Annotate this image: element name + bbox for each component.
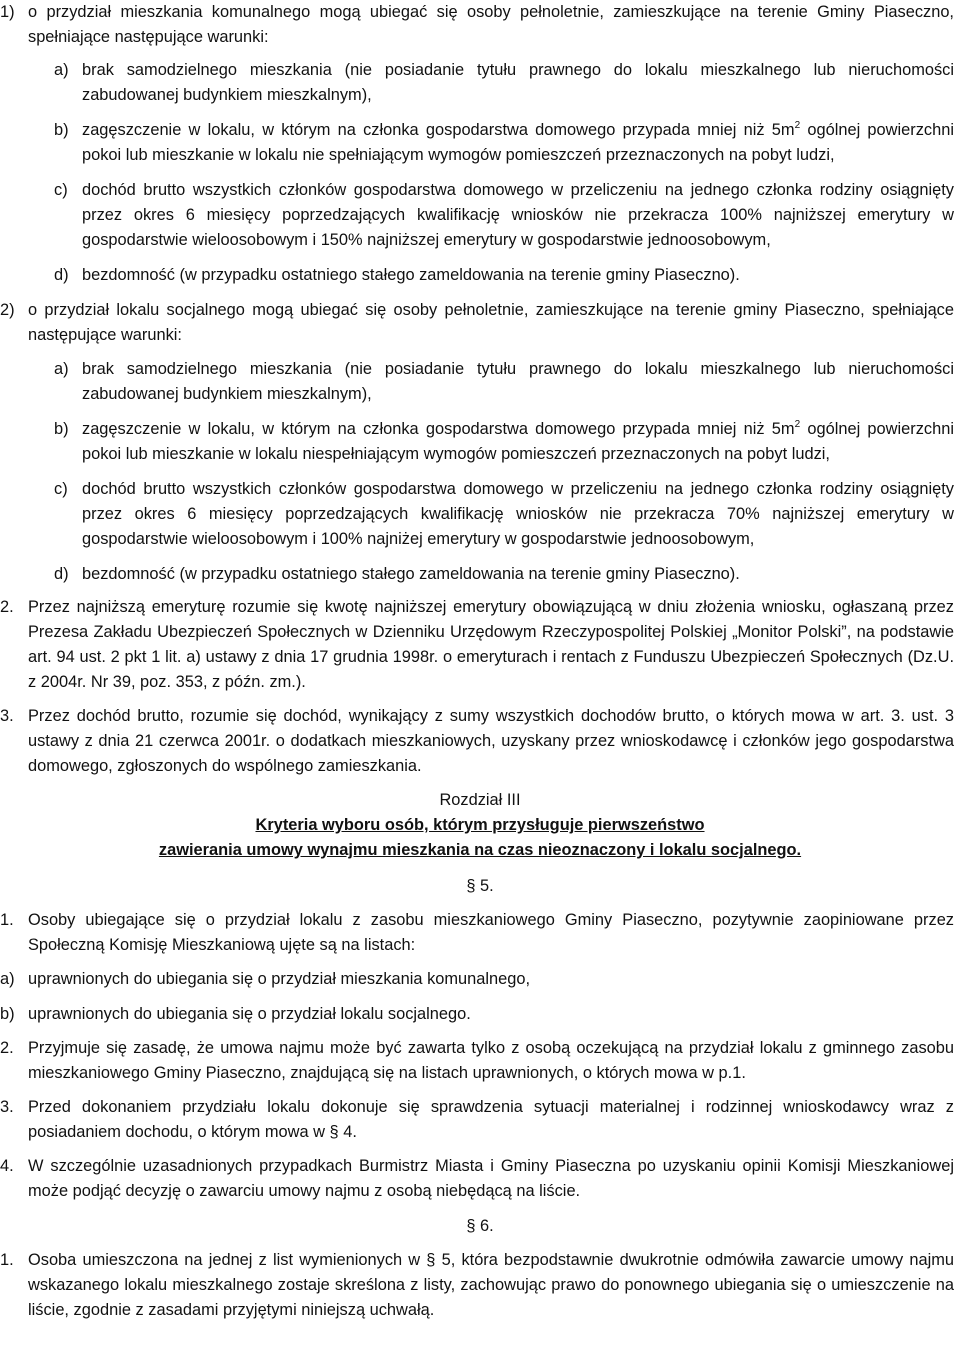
subitem-2c: [0, 477, 954, 552]
subitem-text: dochód brutto wszystkich członków gospodarstwa domowego w przeliczeniu na jednego członka rodziny osiągnięty przez okres 6 miesięcy poprzedzających kwalifikację wniosków nie przekracza 100% najniższej emerytury w gospodarstwie wieloosobowym i 150% najniższej emerytury w gospodarstwie jednoosobowym,: [82, 181, 954, 249]
paragraph-2-lowest-pension: [0, 595, 954, 695]
item-text: o przydział lokalu socjalnego mogą ubiegać się osoby pełnoletnie, zamieszkujące na terenie gminy Piaseczno, spełniające następujące warunki:: [28, 301, 954, 344]
section-mark-5: § 5.: [466, 877, 494, 895]
subitem-text: brak samodzielnego mieszkania (nie posiadanie tytułu prawnego do lokalu mieszkalnego lub nieruchomości zabudowanej budynkiem mieszkalnym),: [82, 61, 954, 104]
paragraph-3-gross-income: [0, 704, 954, 779]
list-text: uprawnionych do ubiegania się o przydział mieszkania komunalnego,: [28, 970, 531, 988]
subitem-1d: [0, 263, 954, 288]
subitem-text-part: zagęszczenie w lokalu, w którym na członka gospodarstwa domowego przypada mniej niż 5m: [82, 420, 795, 438]
paragraph-text: Osoba umieszczona na jednej z list wymienionych w § 5, która bezpodstawnie dwukrotnie odmówiła zawarcie umowy najmu wskazanego lokalu mieszkalnego zostaje skreślona z listy, zachowując prawo do ponownego ubiegania się o umieszczenie na liście, zgodnie z zasadami przyjętymi niniejszą uchwałą.: [28, 1251, 954, 1319]
paragraph-number: 3.: [0, 1098, 14, 1116]
item-number: 2): [0, 301, 15, 319]
subitem-text: brak samodzielnego mieszkania (nie posiadanie tytułu prawnego do lokalu mieszkalnego lub nieruchomości zabudowanej budynkiem mieszkalnym),: [82, 360, 954, 403]
list-letter: b): [0, 1005, 15, 1023]
section-5-list-a: [0, 967, 954, 992]
subitem-text: dochód brutto wszystkich członków gospodarstwa domowego w przeliczeniu na jednego członka rodziny osiągnięty przez okres 6 miesięcy poprzedzających kwalifikację wniosków nie przekracza 70% najniższej emerytury w gospodarstwie wieloosobowym i 100% najniżej emerytury w gospodarstwie jednoosobowym,: [82, 480, 954, 548]
subitem-text: bezdomność (w przypadku ostatniego stałego zameldowania na terenie gminy Piaseczno).: [82, 266, 740, 284]
section-5-paragraph-3: [0, 1095, 954, 1145]
chapter-title: Rozdział III: [439, 791, 521, 809]
paragraph-text: W szczególnie uzasadnionych przypadkach Burmistrz Miasta i Gminy Piaseczna po uzyskaniu opinii Komisji Mieszkaniowej może podjąć decyzję o zawarciu umowy najmu z osobą niebędącą na liście.: [28, 1157, 954, 1200]
section-mark-6: § 6.: [466, 1217, 494, 1235]
subitem-2d: [0, 562, 954, 587]
section-5-paragraph-1: [0, 908, 954, 958]
item-2-social: [0, 298, 954, 348]
paragraph-text: Osoby ubiegające się o przydział lokalu z zasobu mieszkaniowego Gminy Piaseczno, pozytywnie zaopiniowane przez Społeczną Komisję Mieszkaniową ujęte są na listach:: [28, 911, 954, 954]
list-letter: a): [0, 970, 15, 988]
paragraph-text: Przez dochód brutto, rozumie się dochód, wynikający z sumy wszystkich dochodów brutto, o których mowa w art. 3. ust. 3 ustawy z dnia 21 czerwca 2001r. o dodatkach mieszkaniowych, uzyskany przez wnioskodawcę i członków jego gospodarstwa domowego, zgłoszonych do wspólnego zamieszkania.: [28, 707, 954, 775]
list-text: uprawnionych do ubiegania się o przydział lokalu socjalnego.: [28, 1005, 471, 1023]
chapter-heading-line-2: zawierania umowy wynajmu mieszkania na czas nieoznaczony i lokalu socjalnego.: [158, 841, 802, 859]
subitem-number: b): [54, 420, 69, 438]
item-number: 1): [0, 3, 15, 21]
item-text: o przydział mieszkania komunalnego mogą ubiegać się osoby pełnoletnie, zamieszkujące na terenie Gminy Piaseczno, spełniające następujące warunki:: [28, 3, 954, 46]
subitem-number: c): [54, 480, 68, 498]
section-5-list-b: [0, 1002, 954, 1027]
subitem-text-part: ogólnej powierzchni pokoi lub mieszkanie w lokalu niespełniającym wymogów pomieszczeń przeznaczonych na pobyt ludzi,: [82, 420, 954, 463]
subitem-text-part: ogólnej powierzchni pokoi lub mieszkanie w lokalu nie spełniającym wymogów pomieszczeń przeznaczonych na pobyt ludzi,: [82, 121, 954, 164]
paragraph-text: Przyjmuje się zasadę, że umowa najmu może być zawarta tylko z osobą oczekującą na przydział lokalu z gminnego zasobu mieszkaniowego Gminy Piaseczno, znajdującą się na listach uprawnionych, o których mowa w p.1.: [28, 1039, 954, 1082]
subitem-number: a): [54, 61, 69, 79]
subitem-2b: [0, 417, 954, 467]
subitem-number: d): [54, 266, 69, 284]
subitem-text: bezdomność (w przypadku ostatniego stałego zameldowania na terenie gminy Piaseczno).: [82, 565, 740, 583]
paragraph-text: Przez najniższą emeryturę rozumie się kwotę najniższej emerytury obowiązującą w dniu złożenia wniosku, ogłaszaną przez Prezesa Zakładu Ubezpieczeń Społecznych w Dzienniku Urzędowym Rzeczypospolitej Polskiej „Monitor Polski”, na podstawie art. 94 ust. 2 pkt 1 lit. a) ustawy z dnia 17 grudnia 1998r. o emeryturach i rentach z Funduszu Ubezpieczeń Społecznych (Dz.U. z 2004r. Nr 39, poz. 353, z późn. zm.).: [28, 598, 954, 691]
paragraph-number: 2.: [0, 598, 14, 616]
superscript: 2: [794, 120, 801, 131]
subitem-text: [82, 417, 954, 467]
paragraph-number: 3.: [0, 707, 14, 725]
subitem-2a: [0, 357, 954, 407]
subitem-number: a): [54, 360, 69, 378]
paragraph-number: 1.: [0, 1251, 14, 1269]
subitem-number: c): [54, 181, 68, 199]
section-6-paragraph-1: [0, 1248, 954, 1323]
paragraph-number: 2.: [0, 1039, 14, 1057]
subitem-text-part: zagęszczenie w lokalu, w którym na członka gospodarstwa domowego przypada mniej niż 5m: [82, 121, 795, 139]
subitem-1c: [0, 178, 954, 253]
paragraph-number: 4.: [0, 1157, 14, 1175]
subitem-1a: [0, 58, 954, 108]
section-5-paragraph-4: [0, 1154, 954, 1204]
chapter-heading-line-1: Kryteria wyboru osób, którym przysługuje pierwszeństwo: [255, 816, 705, 834]
subitem-number: d): [54, 565, 69, 583]
superscript: 2: [794, 419, 801, 430]
chapter-heading: [0, 788, 960, 863]
subitem-1b: [0, 118, 954, 168]
item-1-communal: [0, 0, 954, 50]
subitem-text: [82, 118, 954, 168]
subitem-number: b): [54, 121, 69, 139]
paragraph-text: Przed dokonaniem przydziału lokalu dokonuje się sprawdzenia sytuacji materialnej i rodzinnej wnioskodawcy wraz z posiadaniem dochodu, o którym mowa w § 4.: [28, 1098, 954, 1141]
paragraph-number: 1.: [0, 911, 14, 929]
section-5-paragraph-2: [0, 1036, 954, 1086]
